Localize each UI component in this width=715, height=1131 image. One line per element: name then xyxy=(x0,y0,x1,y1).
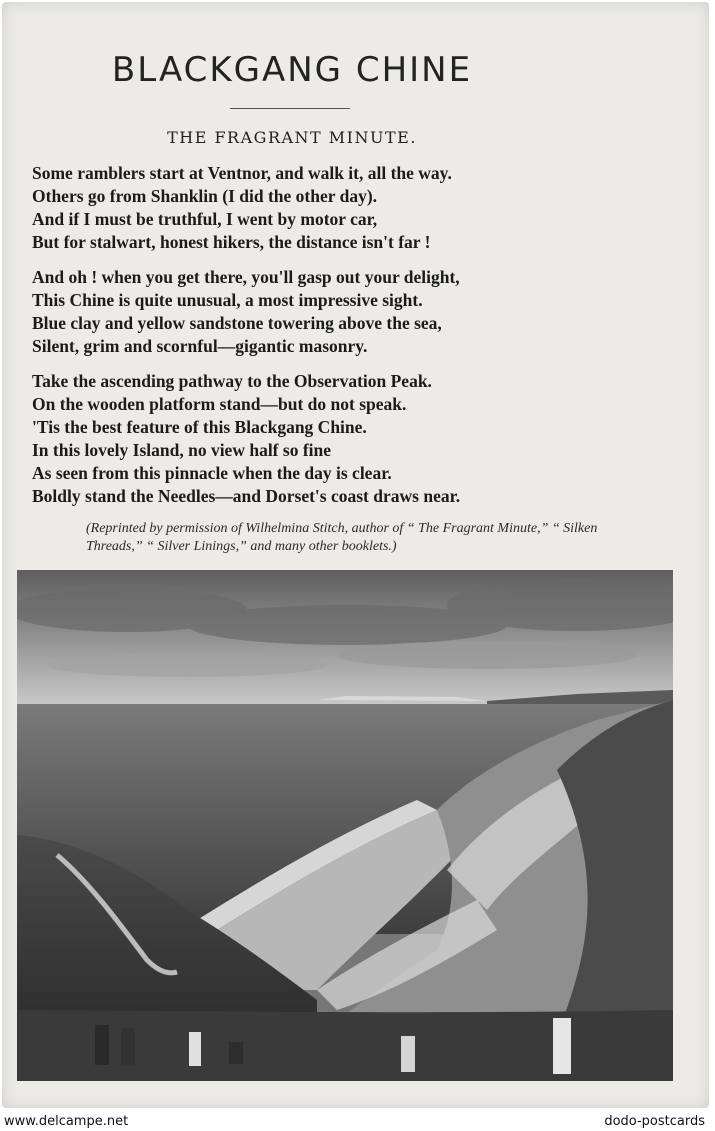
poem-subtitle: THE FRAGRANT MINUTE. xyxy=(167,128,417,147)
poem-line: 'Tis the best feature of this Blackgang Chine. xyxy=(32,417,367,437)
poem-line: Silent, grim and scornful—gigantic masonry. xyxy=(32,336,368,356)
foreground-hedge xyxy=(17,1010,673,1081)
reprint-credit: (Reprinted by permission of Wilhelmina Stitch, author of “ The Fragrant Minute,” “ Silken Threads,” “ Silver Linings,” and many other booklets.) xyxy=(86,521,598,554)
poem-line: On the wooden platform stand—but do not speak. xyxy=(32,394,407,414)
poem-line: Boldly stand the Needles—and Dorset's coast draws near. xyxy=(32,486,461,506)
poem-line: Some ramblers start at Ventnor, and walk it, all the way. xyxy=(32,163,452,183)
poem-line: And oh ! when you get there, you'll gasp out your delight, xyxy=(32,267,460,287)
footer-bar xyxy=(0,1112,715,1131)
photo-scene xyxy=(17,570,673,1081)
title-divider xyxy=(230,108,350,109)
stanza-1 xyxy=(32,162,592,254)
footer-right-label: dodo-postcards xyxy=(604,1114,705,1129)
poem-line: As seen from this pinnacle when the day is clear. xyxy=(32,463,392,483)
poem-line: Others go from Shanklin (I did the other day). xyxy=(32,186,378,206)
poem-line: But for stalwart, honest hikers, the distance isn't far ! xyxy=(32,232,431,252)
footer-left-label: www.delcampe.net xyxy=(4,1114,129,1129)
poem-line: Blue clay and yellow sandstone towering above the sea, xyxy=(32,313,442,333)
poem-line: This Chine is quite unusual, a most impressive sight. xyxy=(32,290,423,310)
poem xyxy=(32,162,592,520)
postcard-title: BLACKGANG CHINE xyxy=(111,50,473,90)
stanza-3 xyxy=(32,370,592,508)
poem-line: In this lovely Island, no view half so fine xyxy=(32,440,332,460)
stanza-2 xyxy=(32,266,592,358)
coastal-photograph xyxy=(17,570,673,1081)
poem-line: Take the ascending pathway to the Observation Peak. xyxy=(32,371,432,391)
poem-line: And if I must be truthful, I went by motor car, xyxy=(32,209,378,229)
